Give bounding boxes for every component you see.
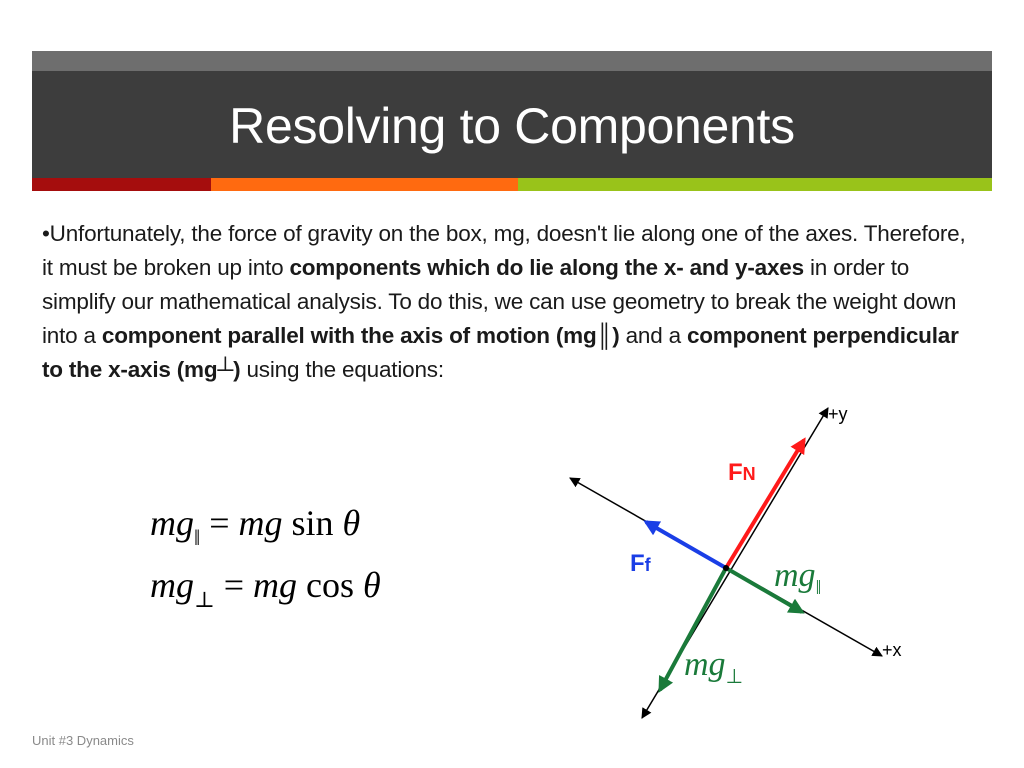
- mg-perpendicular-label: $mg_\perp$: [684, 646, 743, 688]
- equation-perpendicular: [150, 554, 470, 616]
- eq-equals: =: [214, 565, 254, 605]
- friction-force-arrow: [646, 522, 726, 568]
- body-text-part: •Unfortunately, the force of gravity on the box, mg, doesn't lie along one of the axes. Therefore, it must be broken up into: [42, 221, 966, 280]
- equations-block: [150, 492, 470, 616]
- equation-parallel: [150, 492, 470, 554]
- plus-y-label: +y: [828, 404, 848, 424]
- eq-lhs: mg: [150, 565, 194, 605]
- body-text-part: and a: [619, 323, 687, 348]
- slide-title: Resolving to Components: [229, 98, 795, 154]
- mg-parallel-label: $mg_‖$: [774, 557, 822, 599]
- accent-stripe: [32, 178, 992, 191]
- body-bold-parallel: component parallel with the axis of motion (mg║): [101, 323, 620, 348]
- friction-force-label: Ff: [630, 550, 651, 577]
- eq-rhs: mg: [238, 503, 283, 543]
- eq-var: θ: [363, 565, 381, 605]
- accent-stripe-green: [518, 178, 992, 191]
- plus-x-label: +x: [882, 640, 902, 660]
- accent-stripe-orange: [211, 178, 518, 191]
- title-bar: [32, 71, 992, 178]
- body-bold-components: components which do lie along the x- and y-axes: [289, 255, 804, 280]
- body-paragraph: [42, 217, 977, 387]
- eq-lhs-sub: ⊥: [194, 587, 215, 612]
- eq-rhs: mg: [253, 565, 298, 605]
- normal-force-label: FN: [728, 459, 756, 486]
- eq-var: θ: [342, 503, 361, 543]
- eq-lhs-sub: ‖: [194, 525, 201, 550]
- body-text-part: in order to simplify our mathematical analysis. To do this, we can use geometry to break the weight down into a: [42, 255, 957, 348]
- eq-func: cos: [297, 565, 364, 605]
- eq-func: sin: [282, 503, 343, 543]
- force-diagram: [560, 400, 960, 730]
- body-bold-perpendicular: component perpendicular to the x-axis (mg┴): [42, 323, 959, 382]
- eq-equals: =: [200, 503, 239, 543]
- body-text-part: using the equations:: [240, 357, 444, 382]
- title-band-top: [32, 51, 992, 71]
- slide-footer: Unit #3 Dynamics: [32, 733, 134, 748]
- eq-lhs: mg: [150, 503, 194, 543]
- accent-stripe-red: [32, 178, 211, 191]
- origin-point: [723, 565, 729, 571]
